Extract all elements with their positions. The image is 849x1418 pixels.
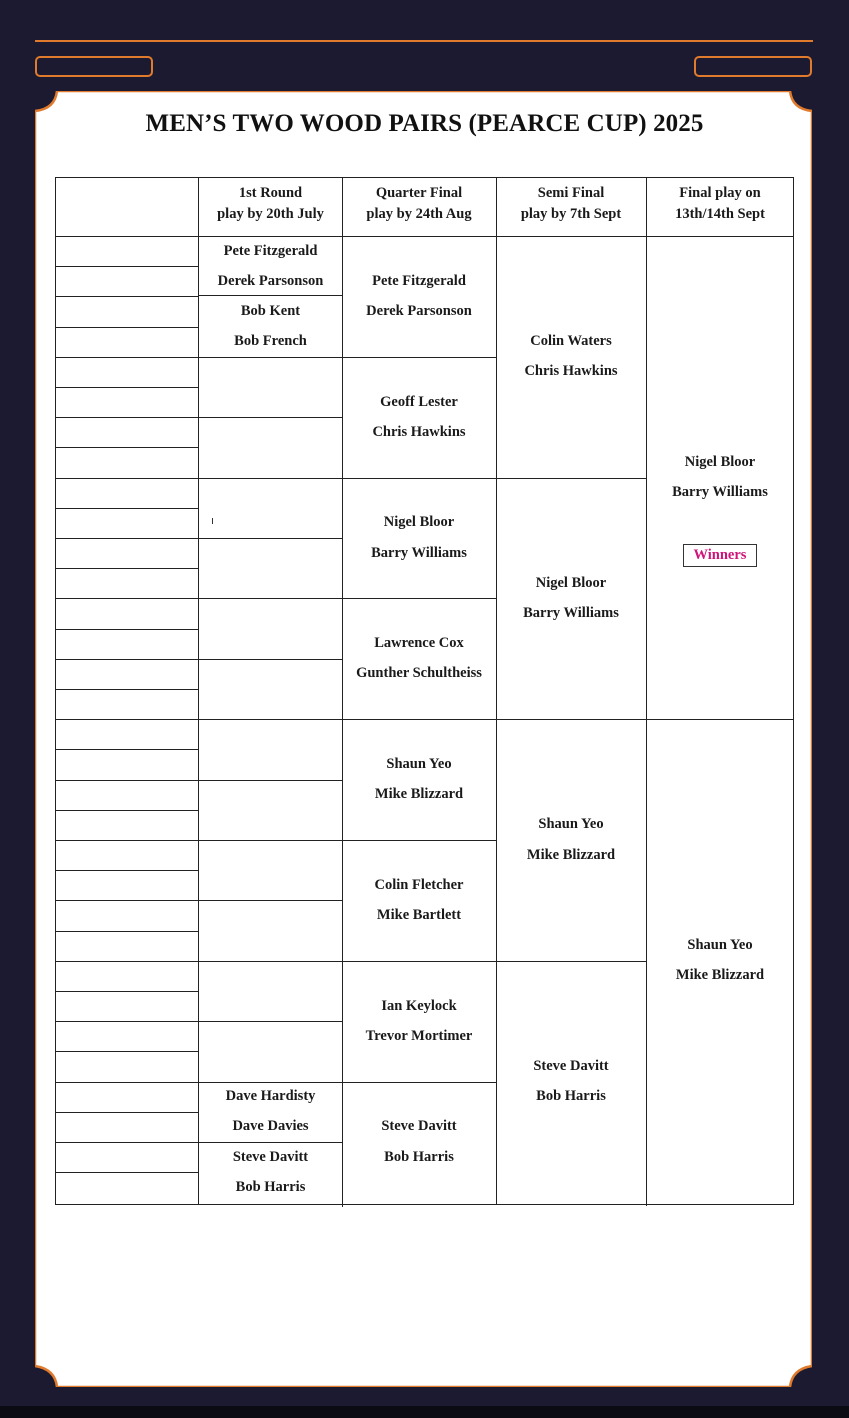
- quarter-final-player: Steve Davitt: [381, 1118, 457, 1134]
- pair-line: [198, 719, 342, 720]
- quarter-final-player: Ian Keylock: [381, 998, 457, 1014]
- header-first-round-title: 1st Round: [238, 185, 303, 201]
- slot-line: [55, 1051, 198, 1052]
- semi-line: [496, 961, 646, 962]
- final-player: Nigel Bloor: [684, 454, 756, 470]
- pair-line: [198, 357, 342, 358]
- slot-line: [55, 478, 198, 479]
- slot-line: [55, 508, 198, 509]
- page-title: MEN’S TWO WOOD PAIRS (PEARCE CUP) 2025: [145, 110, 704, 137]
- header-first-round: [199, 183, 342, 225]
- pair-line: [198, 659, 342, 660]
- quarter-final-player: Bob Harris: [384, 1149, 454, 1165]
- match-line: [342, 1082, 496, 1083]
- header-final: [646, 183, 794, 225]
- header-quarter-final-date: play by 24th Aug: [366, 206, 472, 222]
- slot-line: [55, 387, 198, 388]
- slot-line: [55, 1021, 198, 1022]
- semi-final-player: Shaun Yeo: [538, 816, 604, 832]
- slot-line: [55, 447, 198, 448]
- round1-player: Bob French: [234, 333, 307, 349]
- slot-line: [55, 568, 198, 569]
- slot-line: [55, 870, 198, 871]
- slot-line: [55, 931, 198, 932]
- pair-line: [198, 417, 342, 418]
- slot-line: [55, 1112, 198, 1113]
- stray-mark: [212, 518, 213, 524]
- semi-final-player: Bob Harris: [536, 1088, 606, 1104]
- semi-final-player: Barry Williams: [523, 605, 619, 621]
- slot-line: [55, 780, 198, 781]
- pair-line: [198, 1142, 342, 1143]
- round1-player: Bob Harris: [235, 1179, 306, 1195]
- final-player: Barry Williams: [672, 484, 768, 500]
- pair-line: [198, 295, 342, 296]
- quarter-final-player: Gunther Schultheiss: [356, 665, 482, 681]
- column-divider: [342, 177, 343, 1207]
- quarter-final-player: Lawrence Cox: [374, 635, 464, 651]
- quarter-final-player: Nigel Bloor: [383, 514, 455, 530]
- pair-line: [198, 1082, 342, 1083]
- quarter-final-player: Mike Blizzard: [374, 786, 464, 802]
- pair-line: [198, 598, 342, 599]
- table-border: [793, 177, 794, 1204]
- slot-line: [55, 357, 198, 358]
- match-line: [342, 357, 496, 358]
- final-player: Mike Blizzard: [675, 967, 765, 983]
- match-line: [342, 961, 496, 962]
- match-line: [342, 719, 496, 720]
- semi-final-player: Mike Blizzard: [526, 847, 616, 863]
- slot-line: [55, 840, 198, 841]
- final-line: [646, 719, 794, 720]
- header-quarter-final: [342, 183, 496, 225]
- semi-final-player: Steve Davitt: [533, 1058, 609, 1074]
- pair-line: [198, 900, 342, 901]
- header-semi-final-date: play by 7th Sept: [520, 206, 622, 222]
- match-line: [342, 478, 496, 479]
- match-line: [342, 840, 496, 841]
- pair-line: [198, 478, 342, 479]
- slot-line: [55, 810, 198, 811]
- pair-line: [198, 840, 342, 841]
- quarter-final-player: Mike Bartlett: [376, 907, 462, 923]
- table-border: [55, 177, 56, 1204]
- final-player: Shaun Yeo: [687, 937, 753, 953]
- slot-line: [55, 417, 198, 418]
- match-line: [342, 598, 496, 599]
- slot-line: [55, 991, 198, 992]
- slot-line: [55, 749, 198, 750]
- slot-line: [55, 961, 198, 962]
- semi-line: [496, 478, 646, 479]
- quarter-final-player: Derek Parsonson: [366, 303, 472, 319]
- slot-line: [55, 659, 198, 660]
- round1-player: Pete Fitzgerald: [223, 243, 318, 259]
- semi-final-player: Chris Hawkins: [524, 363, 618, 379]
- column-divider: [646, 177, 647, 1206]
- pair-line: [198, 780, 342, 781]
- slot-line: [55, 538, 198, 539]
- slot-line: [55, 900, 198, 901]
- slot-line: [55, 1082, 198, 1083]
- semi-final-player: Nigel Bloor: [535, 575, 607, 591]
- header-semi-final-title: Semi Final: [537, 185, 605, 201]
- slot-line: [55, 1142, 198, 1143]
- slot-line: [55, 266, 198, 267]
- quarter-final-player: Shaun Yeo: [386, 756, 452, 772]
- slot-line: [55, 629, 198, 630]
- quarter-final-player: Pete Fitzgerald: [372, 273, 466, 289]
- table-border: [55, 1204, 794, 1205]
- semi-final-player: Colin Waters: [530, 333, 612, 349]
- pair-line: [198, 961, 342, 962]
- quarter-final-player: Barry Williams: [371, 545, 467, 561]
- header-quarter-final-title: Quarter Final: [375, 185, 463, 201]
- quarter-final-player: Geoff Lester: [380, 394, 458, 410]
- round1-player: Dave Hardisty: [225, 1088, 316, 1104]
- slot-line: [55, 296, 198, 297]
- round1-player: Steve Davitt: [232, 1149, 309, 1165]
- pair-line: [198, 538, 342, 539]
- header-final-title: Final play on: [679, 185, 761, 201]
- header-semi-final: [496, 183, 646, 225]
- slot-line: [55, 1172, 198, 1173]
- quarter-final-player: Trevor Mortimer: [365, 1028, 473, 1044]
- round1-player: Dave Davies: [232, 1118, 309, 1134]
- round1-player: Bob Kent: [240, 303, 301, 319]
- quarter-final-player: Colin Fletcher: [374, 877, 464, 893]
- slot-line: [55, 689, 198, 690]
- pair-line: [198, 1021, 342, 1022]
- header-divider: [55, 236, 794, 237]
- round1-player: Derek Parsonson: [217, 273, 324, 289]
- header-final-date: 13th/14th Sept: [675, 206, 765, 222]
- slot-line: [55, 719, 198, 720]
- table-border: [55, 177, 794, 178]
- quarter-final-player: Chris Hawkins: [372, 424, 466, 440]
- header-first-round-date: play by 20th July: [217, 206, 324, 222]
- semi-line: [496, 719, 646, 720]
- slot-line: [55, 598, 198, 599]
- slot-line: [55, 327, 198, 328]
- winners-badge: Winners: [683, 544, 757, 567]
